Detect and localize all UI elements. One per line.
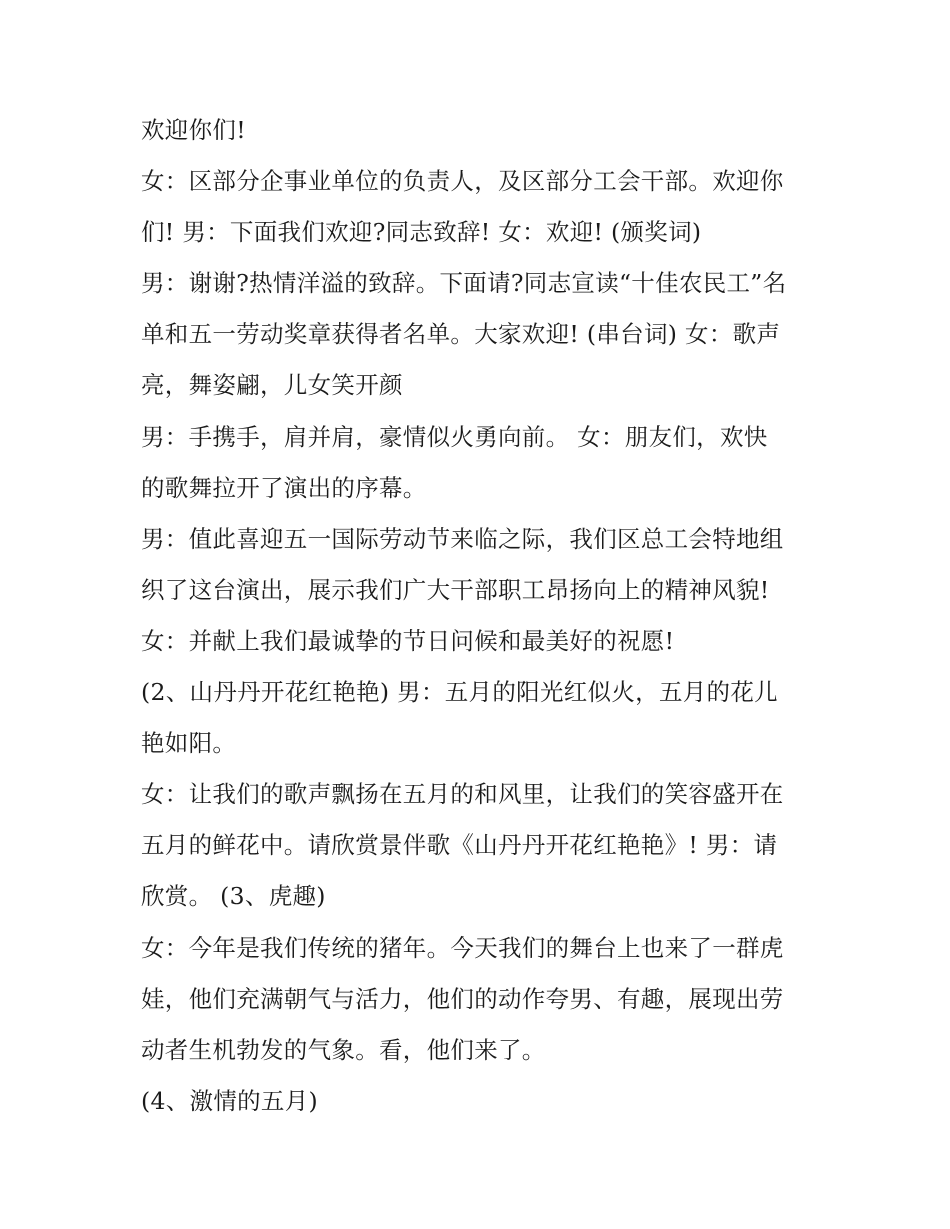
text-line: 男：手携手，肩并肩，豪情似火勇向前。 女：朋友们，欢快 (141, 422, 768, 451)
text-line: 欢迎你们! (141, 116, 246, 144)
text-line: 女：让我们的歌声飘扬在五月的和风里，让我们的笑容盛开在 (141, 780, 784, 809)
text-line: 女：并献上我们最诚挚的节日问候和最美好的祝愿! (141, 626, 675, 655)
text-line: 男：谢谢?热情洋溢的致辞。下面请?同志宣读“十佳农民工”名 (141, 269, 787, 298)
text-line: 动者生机勃发的气象。看，他们来了。 (141, 1035, 546, 1064)
text-line: 织了这台演出，展示我们广大干部职工昂扬向上的精神风貌! (141, 575, 770, 604)
text-line: 女：今年是我们传统的猪年。今天我们的舞台上也来了一群虎 (141, 933, 784, 962)
text-line: 艳如阳。 (141, 729, 237, 758)
text-line: 单和五一劳动奖章获得者名单。大家欢迎! (串台词) 女：歌声 (141, 320, 781, 349)
text-line: 欣赏。 (3、虎趣) (141, 882, 326, 911)
text-line: (4、激情的五月) (141, 1086, 318, 1115)
text-line: 五月的鲜花中。请欣赏景伴歌《山丹丹开花红艳艳》! 男：请 (141, 831, 778, 860)
text-line: 们! 男：下面我们欢迎?同志致辞! 女：欢迎! (颁奖词) (141, 218, 702, 247)
text-line: 男：值此喜迎五一国际劳动节来临之际，我们区总工会特地组 (141, 524, 784, 553)
text-line: 亮，舞姿翩，儿女笑开颜 (141, 371, 403, 400)
document-body (141, 110, 821, 1132)
text-line: 的歌舞拉开了演出的序幕。 (141, 473, 427, 502)
text-line: 娃，他们充满朝气与活力，他们的动作夸男、有趣，展现出劳 (141, 984, 784, 1013)
text-line: (2、山丹丹开花红艳艳) 男：五月的阳光红似火，五月的花儿 (141, 678, 778, 707)
text-line: 女：区部分企事业单位的负责人，及区部分工会干部。欢迎你 (141, 167, 784, 196)
